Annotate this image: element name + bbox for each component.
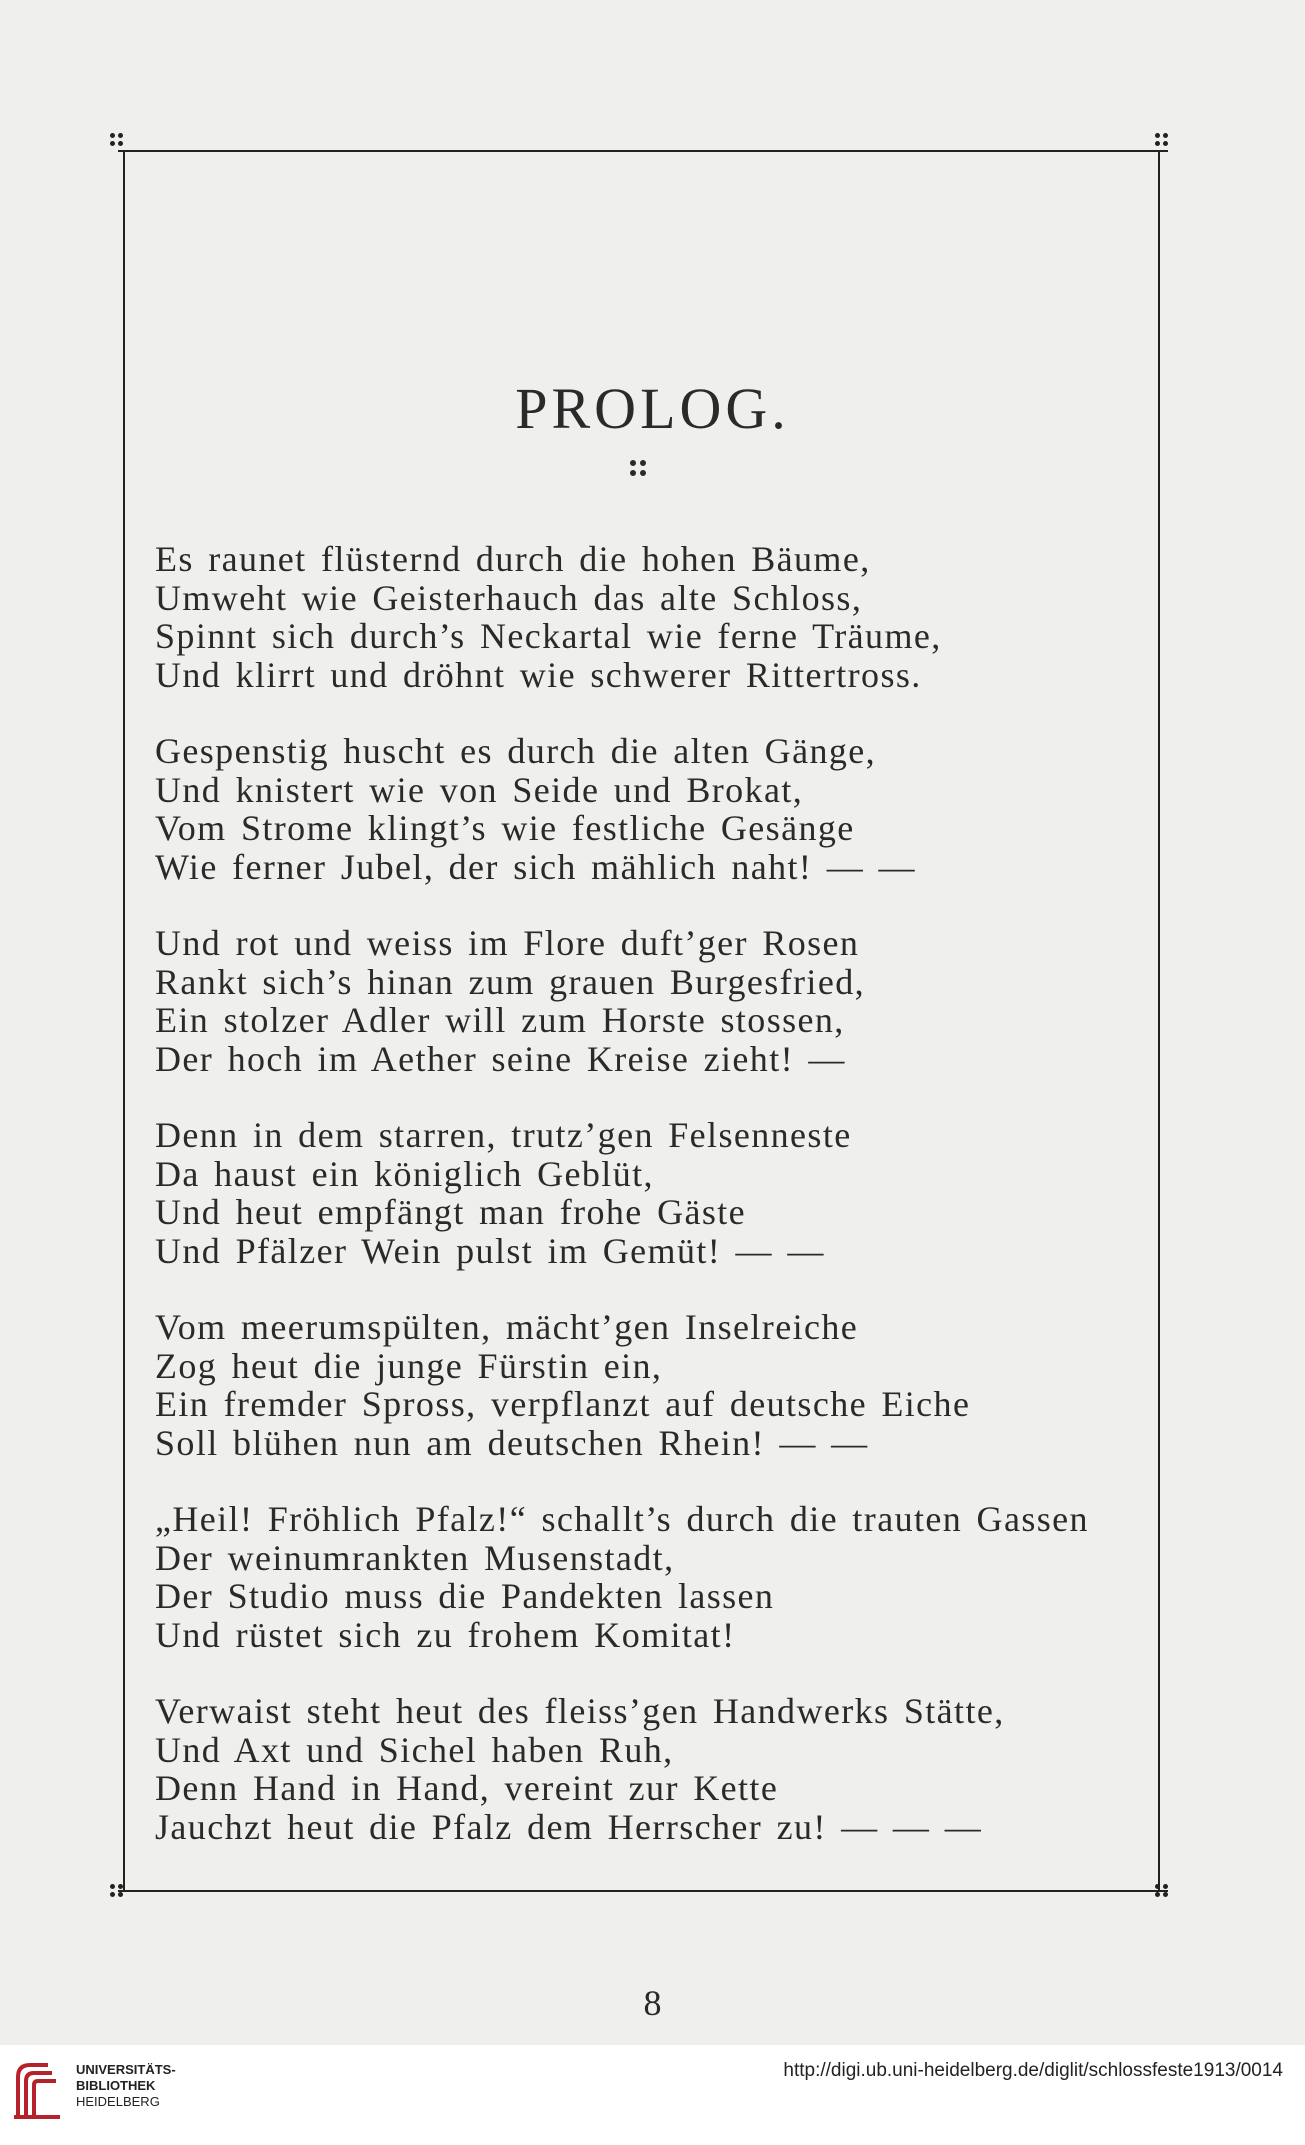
poem bbox=[155, 540, 1155, 1884]
poem-line: Wie ferner Jubel, der sich mählich naht! — — bbox=[155, 846, 916, 887]
poem-line: Der weinumrankten Musenstadt, bbox=[155, 1537, 675, 1578]
stanza bbox=[155, 732, 1155, 886]
page-number: 8 bbox=[643, 1983, 662, 2023]
poem-line: Umweht wie Geisterhauch das alte Schloss, bbox=[155, 577, 863, 618]
poem-line: „Heil! Fröhlich Pfalz!“ schallt’s durch die trauten Gassen bbox=[155, 1499, 1089, 1539]
poem-line: Verwaist steht heut des fleiss’gen Handwerks Stätte, bbox=[155, 1691, 1005, 1731]
stanza bbox=[155, 1116, 1155, 1270]
stanza bbox=[155, 924, 1155, 1078]
stanza bbox=[155, 1692, 1155, 1846]
logo-text-line: HEIDELBERG bbox=[76, 2094, 160, 2109]
stanza bbox=[155, 1500, 1155, 1654]
poem-line: Vom meerumspülten, mächt’gen Inselreiche bbox=[155, 1307, 859, 1347]
poem-line: Und Axt und Sichel haben Ruh, bbox=[155, 1729, 674, 1770]
source-url-link[interactable]: http://digi.ub.uni-heidelberg.de/diglit/schlossfeste1913/0014 bbox=[783, 2060, 1283, 2081]
poem-line: Spinnt sich durch’s Neckartal wie ferne Träume, bbox=[155, 616, 942, 656]
stanza bbox=[155, 1308, 1155, 1462]
poem-line: Und rot und weiss im Flore duft’ger Rosen bbox=[155, 923, 860, 963]
frame-bottom-rule bbox=[118, 1890, 1168, 1892]
poem-line: Vom Strome klingt’s wie festliche Gesänge bbox=[155, 808, 855, 848]
poem-line: Soll blühen nun am deutschen Rhein! — — bbox=[155, 1422, 869, 1463]
poem-line: Ein stolzer Adler will zum Horste stossen, bbox=[155, 1000, 845, 1040]
poem-line: Der Studio muss die Pandekten lassen bbox=[155, 1576, 775, 1616]
poem-line: Und rüstet sich zu frohem Komitat! bbox=[155, 1614, 736, 1655]
poem-line: Und knistert wie von Seide und Brokat, bbox=[155, 769, 804, 810]
stanza bbox=[155, 540, 1155, 694]
poem-line: Und Pfälzer Wein pulst im Gemüt! — — bbox=[155, 1230, 825, 1271]
poem-line: Der hoch im Aether seine Kreise zieht! — bbox=[155, 1038, 846, 1079]
corner-ornament-bottom-right bbox=[1155, 1884, 1169, 1898]
library-logo-icon bbox=[12, 2055, 62, 2125]
corner-ornament-top-right bbox=[1155, 133, 1169, 147]
poem-line: Rankt sich’s hinan zum grauen Burgesfried, bbox=[155, 961, 865, 1002]
poem-line: Gespenstig huscht es durch die alten Gänge, bbox=[155, 731, 877, 771]
frame-top-rule bbox=[118, 150, 1168, 152]
poem-line: Jauchzt heut die Pfalz dem Herrscher zu! — — — bbox=[155, 1806, 983, 1847]
poem-line: Da haust ein königlich Geblüt, bbox=[155, 1153, 654, 1194]
poem-line: Ein fremder Spross, verpflanzt auf deutsche Eiche bbox=[155, 1384, 971, 1424]
poem-line: Denn in dem starren, trutz’gen Felsenneste bbox=[155, 1115, 852, 1155]
page-title: PROLOG. bbox=[515, 376, 790, 441]
poem-line: Und klirrt und dröhnt wie schwerer Rittertross. bbox=[155, 654, 922, 695]
library-logo-text bbox=[76, 2062, 176, 2110]
corner-ornament-bottom-left bbox=[110, 1884, 124, 1898]
poem-line: Es raunet flüsternd durch die hohen Bäume, bbox=[155, 539, 871, 579]
poem-line: Denn Hand in Hand, vereint zur Kette bbox=[155, 1768, 779, 1808]
poem-line: Und heut empfängt man frohe Gäste bbox=[155, 1192, 747, 1232]
title-ornament bbox=[630, 460, 646, 476]
logo-text-line: BIBLIOTHEK bbox=[76, 2078, 156, 2093]
corner-ornament-top-left bbox=[110, 133, 124, 147]
poem-line: Zog heut die junge Fürstin ein, bbox=[155, 1345, 663, 1386]
logo-text-line: UNIVERSITÄTS- bbox=[76, 2062, 176, 2077]
